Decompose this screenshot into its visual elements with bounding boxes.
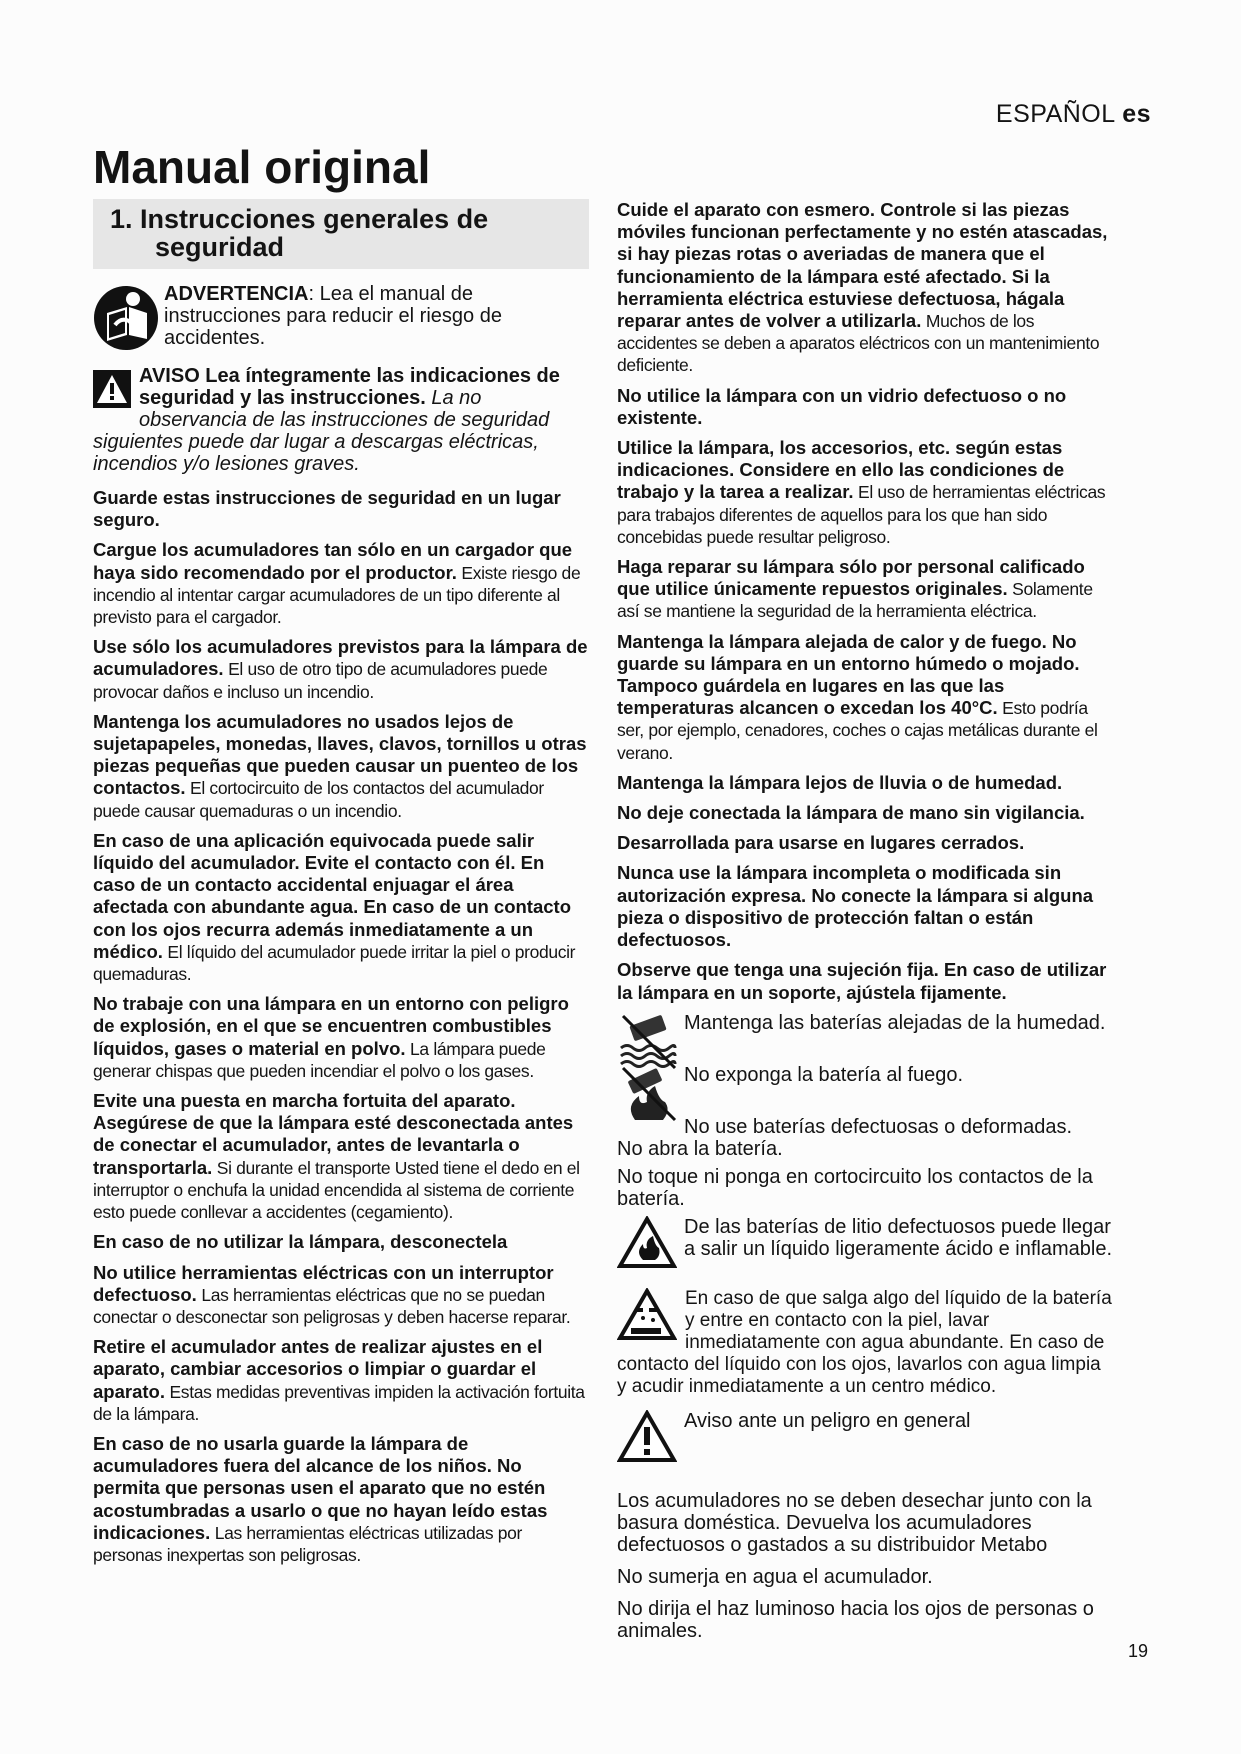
right-para-8: Desarrollada para usarse en lugares cerrados. <box>617 832 1025 854</box>
document-title: Manual original <box>93 141 431 193</box>
right-para-3: Utilice la lámpara, los accesorios, etc. según estas indicaciones. Considere en ello las condiciones de trabajo y la tarea a realizar. El uso de herramientas eléctricas para trabajos diferentes de aquellos para los que han sido concebidas puede resultar peligroso. <box>617 437 1106 547</box>
humidity-note: Mantenga las baterías alejadas de la humedad. <box>617 1012 1115 1058</box>
language-code: es <box>1122 100 1151 128</box>
general-danger-note: Aviso ante un peligro en general <box>617 1410 1115 1476</box>
left-column <box>93 199 589 1574</box>
section-heading-line1: 1. Instrucciones generales de <box>110 204 489 234</box>
aviso-italic-text: La no observancia de las instrucciones de seguridad siguientes puede dar lugar a descargas eléctricas, incendios y/o lesiones graves. <box>93 387 550 475</box>
right-para-4: Haga reparar su lámpara sólo por personal calificado que utilice únicamente repuestos originales. Solamente así se mantiene la seguridad de la herramienta eléctrica. <box>617 556 1093 622</box>
flammable-note: De las baterías de litio defectuosos puede llegar a salir un líquido ligeramente ácido e inflamable. <box>617 1216 1115 1282</box>
left-para-7: Evite una puesta en marcha fortuita del aparato. Asegúrese de que la lámpara esté desconectada antes de conectar el acumulador, antes de levantarla o transportarla. Si durante el transporte Usted tiene el dedo en el interruptor o enchufa la unidad encendida al sistema de corriente esto puede conllevar a accidentes (cegamiento). <box>93 1090 580 1223</box>
aviso-bold-text: AVISO Lea íntegramente las indicaciones de seguridad y las instrucciones. <box>139 365 560 409</box>
language-header <box>996 100 1151 129</box>
language-name: ESPAÑOL <box>995 100 1115 128</box>
warning-triangle-icon <box>93 370 131 413</box>
left-para-11: En caso de no usarla guarde la lámpara de acumuladores fuera del alcance de los niños. No permita que personas usen el aparato que no estén acostumbradas a usarlo o que no hayan leído estas indicaciones. Las herramientas eléctricas utilizadas por personas inexpertas son peligrosas. <box>93 1432 548 1565</box>
fire-note: No exponga la batería al fuego. <box>617 1064 1115 1110</box>
left-para-2: Cargue los acumuladores tan sólo en un cargador que haya sido recomendado por el productor. Existe riesgo de incendio al intentar cargar acumuladores de un tipo diferente al previsto para el cargador. <box>93 539 581 628</box>
beam-note: No dirija el haz luminoso hacia los ojos de personas o animales. <box>617 1597 1094 1642</box>
left-para-6: No trabaje con una lámpara en un entorno con peligro de explosión, en el que se encuentren combustibles líquidos, gases o material en polvo. La lámpara puede generar chispas que pueden incendiar el polvo o los gases. <box>93 993 569 1081</box>
section-heading-line2: seguridad <box>155 232 285 262</box>
aviso-block <box>93 365 589 475</box>
right-para-2: No utilice la lámpara con un vidrio defectuoso o no existente. <box>617 384 1067 428</box>
left-para-9: No utilice herramientas eléctricas con un interruptor defectuoso. Las herramientas eléctricas que no se puedan conectar o desconectar son peligrosas y deben hacerse reparar. <box>93 1261 571 1327</box>
page-number: 19 <box>1127 1641 1148 1661</box>
left-para-1: Guarde estas instrucciones de seguridad en un lugar seguro. <box>93 487 561 531</box>
flammable-icon <box>617 1216 677 1275</box>
right-para-1: Cuide el aparato con esmero. Controle si las piezas móviles funcionan perfectamente y no estén atascadas, si hay piezas rotas o averiadas de manera que el funcionamiento de la lámpara esté afectado. Si la herramienta eléctrica estuviese defectuosa, hágala reparar antes de volver a utilizarla. Muchos de los accidentes se deben a aparatos eléctricos con un mantenimiento deficiente. <box>617 199 1108 376</box>
right-column <box>617 199 1115 1648</box>
right-para-9: Nunca use la lámpara incompleta o modificada sin autorización expresa. No conecte la lámpara si alguna pieza o dispositivo de protección faltan o están defectuosos. <box>617 862 1094 951</box>
section-heading <box>93 199 589 269</box>
submerge-note: No sumerja en agua el acumulador. <box>617 1565 933 1588</box>
right-para-5: Mantenga la lámpara alejada de calor y de fuego. No guarde su lámpara en un entorno húmedo o mojado. Tampoco guárdela en lugares en las que las temperaturas alcancen o excedan los 40°C. Esto podría ser, por ejemplo, cenadores, coches o cajas metálicas durante el verano. <box>617 630 1098 763</box>
left-para-8: En caso de no utilizar la lámpara, desconectela <box>93 1231 508 1253</box>
no-fire-icon <box>617 1064 679 1127</box>
right-para-7: No deje conectada la lámpara de mano sin vigilancia. <box>617 802 1085 824</box>
right-para-6: Mantenga la lámpara lejos de lluvia o de humedad. <box>617 771 1063 793</box>
disposal-note: Los acumuladores no se deben desechar junto con la basura doméstica. Devuelva los acumuladores defectuosos o gastados a su distribuidor Metabo <box>617 1489 1092 1556</box>
no-open-note: No abra la batería. <box>617 1137 783 1160</box>
corrosive-note: En caso de que salga algo del líquido de la batería y entre en contacto con la piel, lavar inmediatamente con agua abundante. En caso de contacto del líquido con los ojos, lavarlos con agua limpia y acudir inmediatamente a un centro médico. <box>617 1287 1112 1397</box>
read-manual-icon <box>93 285 159 356</box>
advertencia-block <box>93 283 589 353</box>
left-para-10: Retire el acumulador antes de realizar ajustes en el aparato, cambiar accesorios o limpiar o guardar el aparato. Estas medidas preventivas impiden la activación fortuita de la lámpara. <box>93 1336 585 1424</box>
no-short-note: No toque ni ponga en cortocircuito los contactos de la batería. <box>617 1165 1093 1210</box>
corrosive-icon <box>617 1288 677 1348</box>
advertencia-label: ADVERTENCIA <box>164 283 309 305</box>
general-warning-icon <box>617 1410 677 1469</box>
left-para-4: Mantenga los acumuladores no usados lejos de sujetapapeles, monedas, llaves, clavos, tornillos u otras piezas pequeñas que pueden causar un puenteo de los contactos. El cortocircuito de los contactos del acumulador puede causar quemaduras o un incendio. <box>93 710 587 821</box>
defective-note: No use baterías defectuosas o deformadas. <box>684 1115 1073 1138</box>
advertencia-text: : Lea el manual de instrucciones para reducir el riesgo de accidentes. <box>164 283 502 349</box>
right-para-10: Observe que tenga una sujeción fija. En caso de utilizar la lámpara en un soporte, ajústela fijamente. <box>617 959 1107 1003</box>
left-para-3: Use sólo los acumuladores previstos para la lámpara de acumuladores. El uso de otro tipo de acumuladores puede provocar daños e incluso un incendio. <box>93 636 588 702</box>
left-para-5: En caso de una aplicación equivocada puede salir líquido del acumulador. Evite el contacto con él. En caso de un contacto accidental enjuagar el área afectada con abundante agua. En caso de un contacto con los ojos recurra además inmediatamente a un médico. El líquido del acumulador puede irritar la piel o producir quemaduras. <box>93 829 576 985</box>
